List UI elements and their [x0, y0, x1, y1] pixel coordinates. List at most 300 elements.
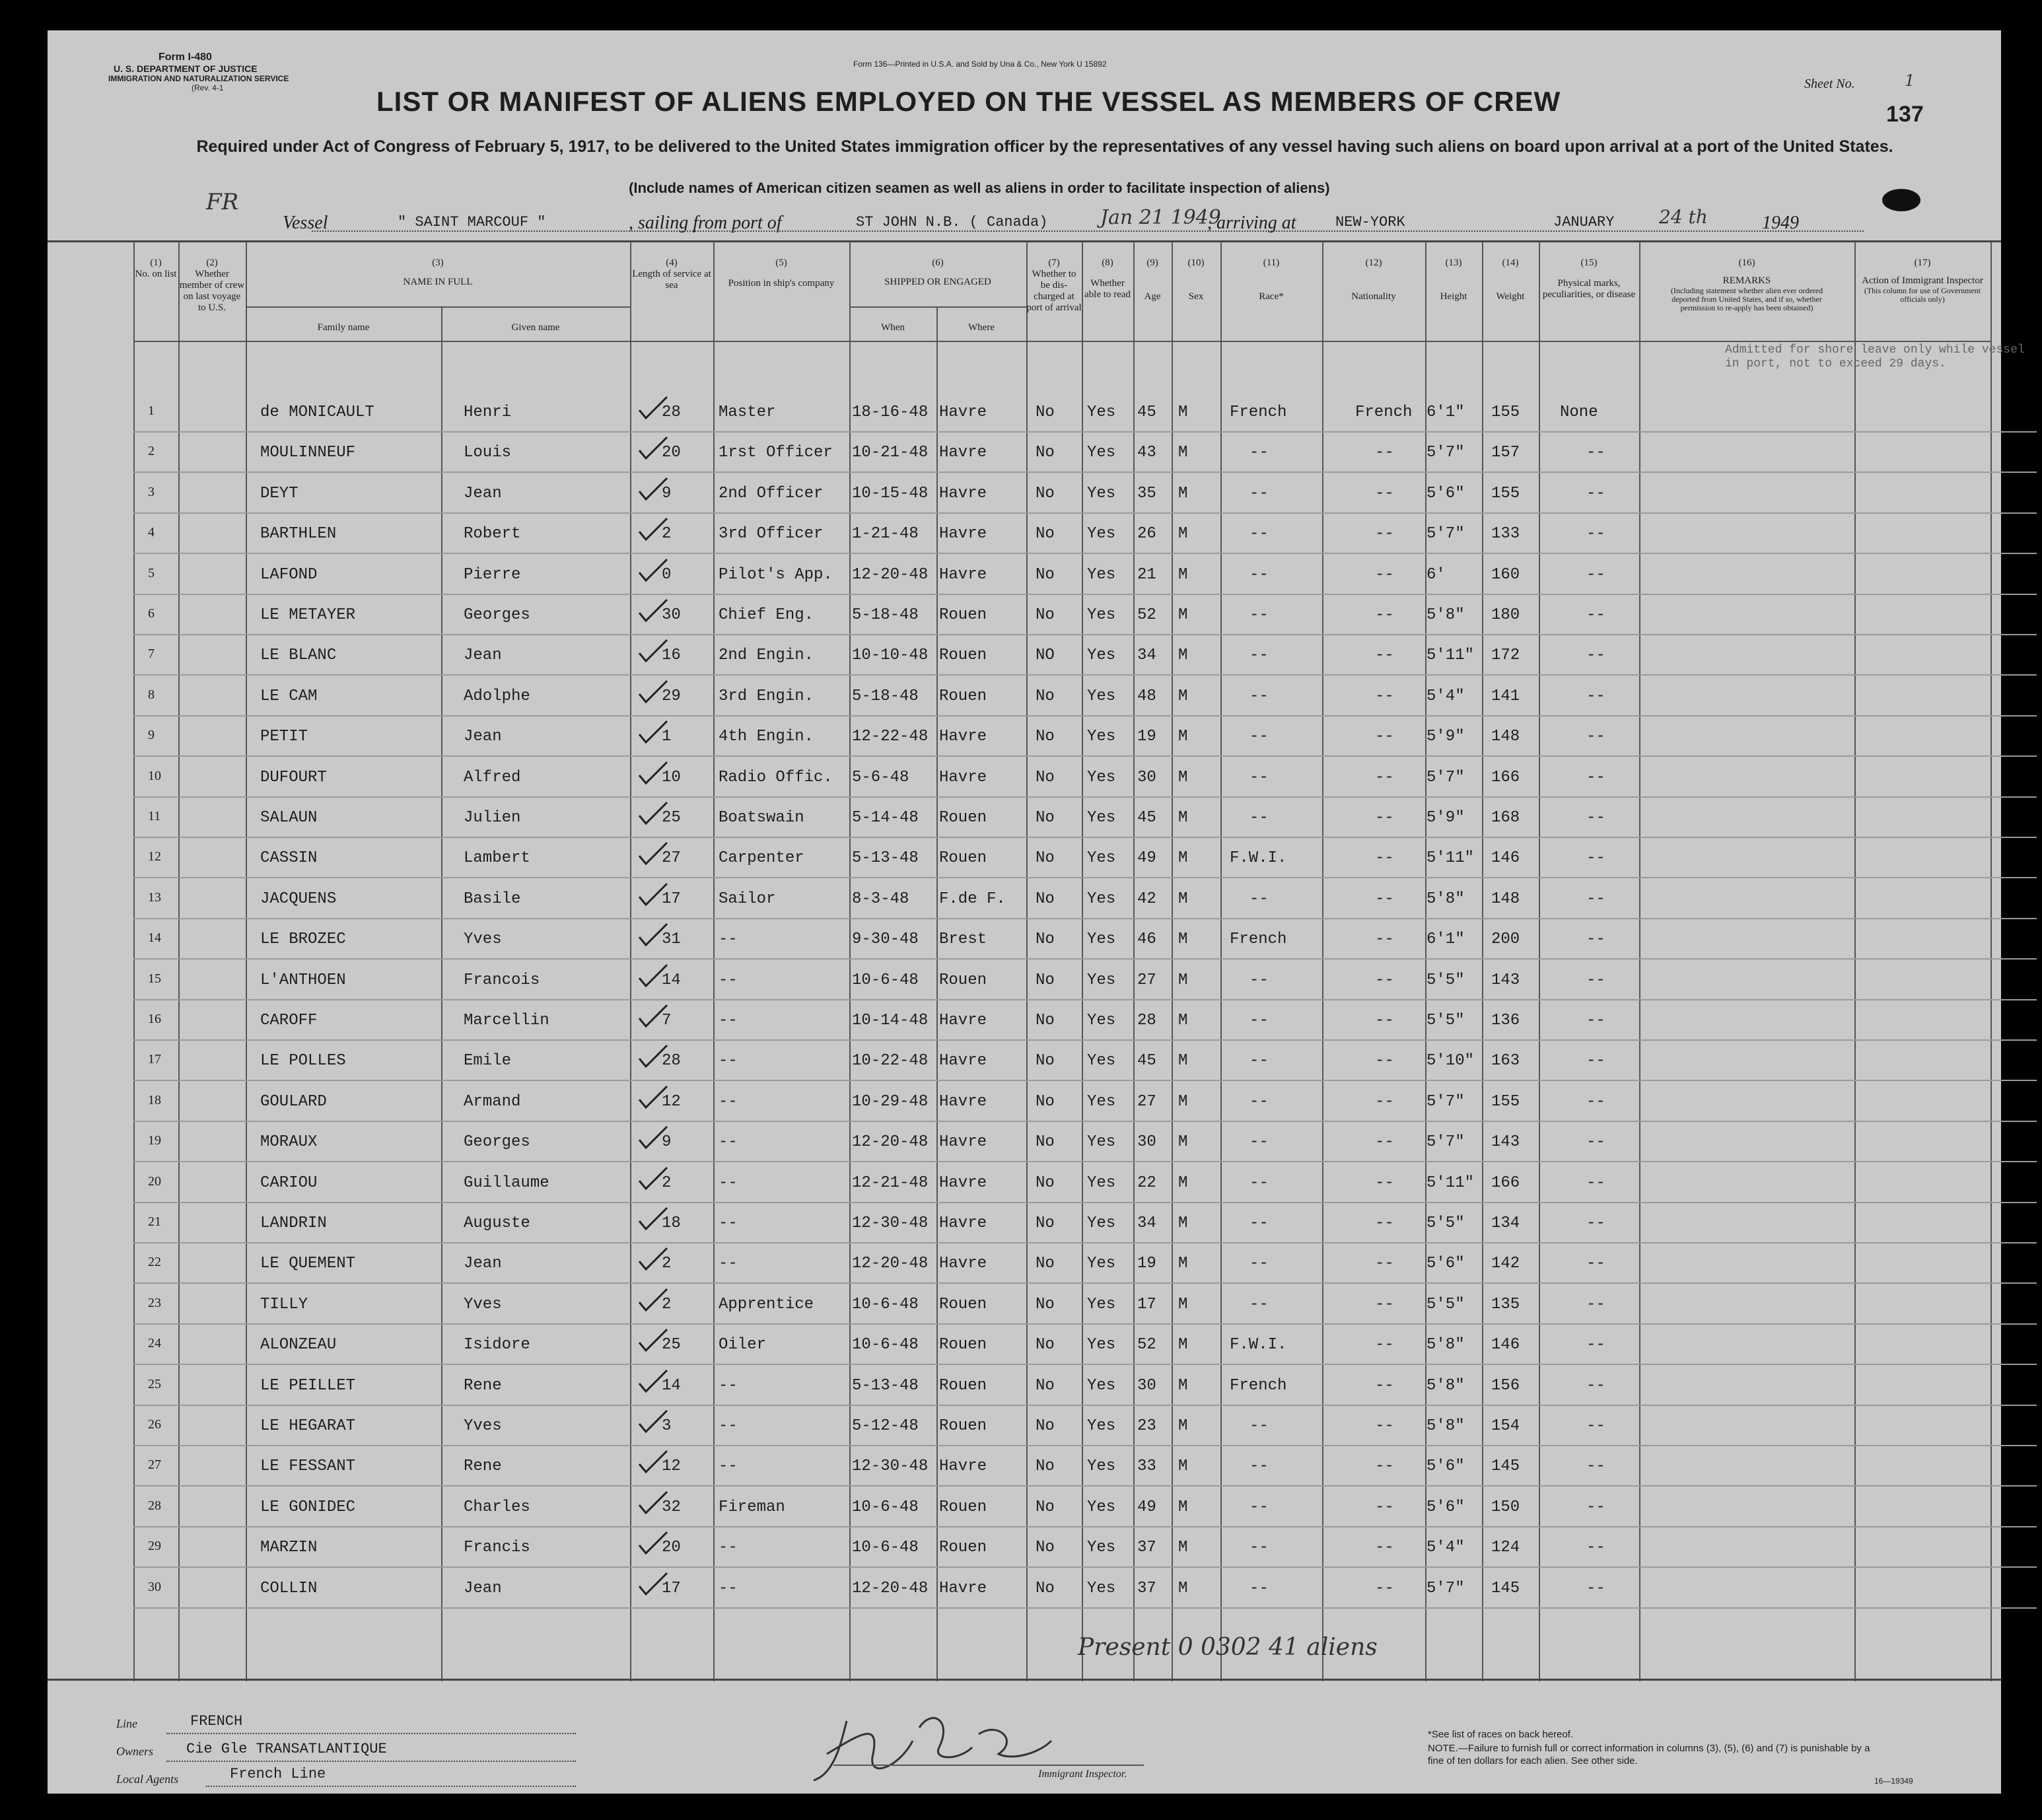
shipped-date: 9-30-48	[852, 930, 919, 949]
given-name: Robert	[464, 525, 521, 543]
height: 5'7"	[1426, 444, 1465, 462]
sex: M	[1178, 403, 1188, 421]
check-mark-icon	[637, 598, 670, 625]
column-rule	[133, 242, 135, 1681]
sex: M	[1178, 484, 1188, 503]
can-read: Yes	[1087, 1133, 1116, 1152]
physical-marks: --	[1586, 1376, 1605, 1395]
check-mark-icon	[637, 517, 670, 543]
shipped-port: Rouen	[939, 647, 987, 665]
check-mark-icon	[637, 1490, 670, 1517]
nationality: --	[1375, 809, 1394, 827]
discharged-flag: No	[1036, 1214, 1055, 1232]
sex: M	[1178, 890, 1188, 908]
weight: 143	[1491, 971, 1520, 989]
given-name: Louis	[464, 444, 512, 462]
position: --	[719, 1214, 738, 1232]
position: --	[719, 1579, 738, 1597]
form-revision: (Rev. 4-1	[192, 83, 224, 92]
can-read: Yes	[1087, 930, 1116, 949]
weight: 200	[1491, 930, 1520, 949]
check-mark-icon	[637, 1328, 670, 1354]
row-rule	[133, 674, 2037, 676]
sex: M	[1178, 565, 1188, 584]
col11-header: (11) Race*	[1259, 258, 1284, 302]
discharged-flag: No	[1036, 1376, 1055, 1395]
shipped-port: Havre	[939, 1214, 987, 1232]
weight: 156	[1491, 1376, 1520, 1395]
col9-header: (9) Age	[1144, 258, 1161, 302]
discharged-flag: No	[1036, 403, 1055, 421]
given-name: Jean	[464, 728, 502, 746]
given-name: Yves	[464, 1417, 502, 1435]
given-name: Francois	[464, 971, 540, 989]
race: --	[1250, 1173, 1269, 1192]
nationality: --	[1375, 606, 1394, 624]
nationality: --	[1375, 1133, 1394, 1152]
check-mark-icon	[637, 963, 670, 990]
age: 26	[1137, 525, 1156, 543]
shipped-port: Havre	[939, 1173, 987, 1192]
column-rule	[849, 242, 851, 1681]
shipped-port: Brest	[939, 930, 987, 949]
weight: 155	[1491, 484, 1520, 503]
row-rule	[133, 553, 2037, 554]
weight: 124	[1491, 1539, 1520, 1557]
physical-marks: --	[1586, 809, 1605, 827]
row-number: 26	[148, 1417, 161, 1432]
row-number: 6	[148, 606, 155, 621]
can-read: Yes	[1087, 1579, 1116, 1597]
row-rule	[133, 1242, 2037, 1243]
column-rule	[178, 242, 180, 1681]
shipped-port: Havre	[939, 1012, 987, 1030]
position: 3rd Officer	[719, 525, 824, 543]
discharged-flag: No	[1036, 809, 1055, 827]
row-number: 10	[148, 768, 161, 783]
row-number: 27	[148, 1457, 161, 1473]
arrival-year: 1949	[1762, 213, 1799, 233]
service-length: 2	[662, 1255, 672, 1273]
sex: M	[1178, 1214, 1188, 1232]
row-rule	[133, 918, 2037, 919]
discharged-flag: No	[1036, 1255, 1055, 1273]
check-mark-icon	[637, 1450, 670, 1476]
family-name: TILLY	[260, 1295, 308, 1313]
age: 17	[1137, 1295, 1156, 1313]
discharged-flag: No	[1036, 849, 1055, 868]
height: 5'7"	[1426, 768, 1465, 787]
physical-marks: --	[1586, 1417, 1605, 1435]
can-read: Yes	[1087, 1336, 1116, 1354]
shipped-port: Havre	[939, 1255, 987, 1273]
race: --	[1250, 565, 1269, 584]
race: French	[1230, 1376, 1287, 1395]
shipped-date: 10-14-48	[852, 1012, 929, 1030]
remarks-stamp: Admitted for shore leave only while vessel in port, not to exceed 29 days.	[1725, 343, 2025, 370]
discharged-flag: No	[1036, 768, 1055, 787]
physical-marks: --	[1586, 890, 1605, 908]
weight: 135	[1491, 1295, 1520, 1313]
column-rule	[936, 308, 938, 1681]
age: 46	[1137, 930, 1156, 949]
given-name: Alfred	[464, 768, 521, 787]
service-length: 1	[662, 728, 672, 746]
can-read: Yes	[1087, 647, 1116, 665]
shipped-port: Rouen	[939, 1376, 987, 1395]
sex: M	[1178, 525, 1188, 543]
check-mark-icon	[637, 720, 670, 746]
can-read: Yes	[1087, 525, 1116, 543]
age: 28	[1137, 1012, 1156, 1030]
age: 35	[1137, 484, 1156, 503]
row-number: 24	[148, 1336, 161, 1351]
col13-header: (13) Height	[1440, 258, 1467, 302]
shipped-port: Rouen	[939, 1295, 987, 1313]
position: --	[719, 1457, 738, 1476]
race: --	[1250, 525, 1269, 543]
row-number: 12	[148, 849, 161, 864]
service-length: 16	[662, 647, 681, 665]
row-rule	[133, 877, 2037, 878]
sex: M	[1178, 1092, 1188, 1111]
check-mark-icon	[637, 1125, 670, 1152]
department-name: U. S. DEPARTMENT OF JUSTICE	[114, 63, 258, 74]
race: F.W.I.	[1230, 849, 1287, 868]
nationality: --	[1375, 1539, 1394, 1557]
given-name: Francis	[464, 1539, 530, 1557]
check-mark-icon	[637, 1166, 670, 1193]
family-name: CAROFF	[260, 1012, 318, 1030]
sex: M	[1178, 849, 1188, 868]
height: 6'1"	[1426, 930, 1465, 949]
can-read: Yes	[1087, 1457, 1116, 1476]
agents-underline	[206, 1786, 576, 1787]
row-rule	[133, 837, 2037, 838]
can-read: Yes	[1087, 728, 1116, 746]
nationality: --	[1375, 525, 1394, 543]
family-name: CASSIN	[260, 849, 318, 868]
discharged-flag: No	[1036, 525, 1055, 543]
act-description: Required under Act of Congress of February 5, 1917, to be delivered to the United States immigration officer by the representatives of any vessel having such aliens on board upon arrival at a port of the United States.	[196, 137, 1893, 156]
service-length: 25	[662, 1336, 681, 1354]
col14-header: (14) Weight	[1496, 258, 1525, 302]
can-read: Yes	[1087, 403, 1116, 421]
departure-port: ST JOHN N.B. ( Canada)	[856, 214, 1048, 230]
row-rule	[133, 1161, 2037, 1162]
service-length: 20	[662, 444, 681, 462]
physical-marks: --	[1586, 1336, 1605, 1354]
line-value: FRENCH	[190, 1713, 243, 1730]
given-name: Basile	[464, 890, 521, 908]
nationality: --	[1375, 849, 1394, 868]
family-name: LE GONIDEC	[260, 1498, 356, 1516]
nationality: --	[1375, 1012, 1394, 1030]
given-name: Rene	[464, 1457, 502, 1476]
position: Radio Offic.	[719, 768, 833, 787]
position: 3rd Engin.	[719, 687, 814, 705]
physical-marks: --	[1586, 1133, 1605, 1152]
check-mark-icon	[637, 761, 670, 787]
family-name: ALONZEAU	[260, 1336, 337, 1354]
shipped-port: F.de F.	[939, 890, 1006, 908]
shipped-date: 10-6-48	[852, 1539, 919, 1557]
service-name: IMMIGRATION AND NATURALIZATION SERVICE	[108, 74, 289, 83]
age: 34	[1137, 1214, 1156, 1232]
shipped-port: Havre	[939, 403, 987, 421]
owners-value: Cie Gle TRANSATLANTIQUE	[186, 1741, 387, 1757]
shipped-port: Havre	[939, 444, 987, 462]
age: 45	[1137, 1052, 1156, 1070]
discharged-flag: No	[1036, 971, 1055, 989]
shipped-port: Rouen	[939, 971, 987, 989]
row-number: 14	[148, 930, 161, 946]
col8-header: (8) Whether able to read	[1084, 258, 1131, 300]
nationality: --	[1375, 728, 1394, 746]
can-read: Yes	[1087, 444, 1116, 462]
discharged-flag: No	[1036, 1417, 1055, 1435]
age: 43	[1137, 444, 1156, 462]
position: 2nd Engin.	[719, 647, 814, 665]
check-mark-icon	[637, 558, 670, 584]
row-rule	[133, 1121, 2037, 1122]
physical-marks: --	[1586, 1457, 1605, 1476]
row-rule	[133, 472, 2037, 473]
service-length: 27	[662, 849, 681, 868]
shipped-port: Havre	[939, 525, 987, 543]
given-name: Guillaume	[464, 1173, 549, 1192]
can-read: Yes	[1087, 484, 1116, 503]
family-name: LE BROZEC	[260, 930, 346, 949]
physical-marks: --	[1586, 687, 1605, 705]
given-name: Georges	[464, 606, 530, 624]
race: --	[1250, 1012, 1269, 1030]
race: --	[1250, 809, 1269, 827]
age: 22	[1137, 1173, 1156, 1192]
can-read: Yes	[1087, 971, 1116, 989]
row-rule	[133, 796, 2037, 798]
position: Master	[719, 403, 776, 421]
weight: 180	[1491, 606, 1520, 624]
physical-marks: --	[1586, 484, 1605, 503]
height: 6'1"	[1426, 403, 1465, 421]
nationality: --	[1375, 1498, 1394, 1516]
age: 19	[1137, 728, 1156, 746]
weight: 134	[1491, 1214, 1520, 1232]
height: 5'6"	[1426, 1255, 1465, 1273]
table-top-border	[48, 240, 2001, 242]
row-rule	[133, 1080, 2037, 1081]
given-name: Armand	[464, 1092, 521, 1111]
can-read: Yes	[1087, 1498, 1116, 1516]
physical-marks: None	[1560, 403, 1598, 421]
physical-marks: --	[1586, 1214, 1605, 1232]
sheet-number-value: 1	[1905, 71, 1915, 90]
inspector-signature-line	[833, 1765, 1144, 1766]
height: 5'9"	[1426, 728, 1465, 746]
col6b-header: Where	[968, 322, 995, 333]
can-read: Yes	[1087, 1376, 1116, 1395]
position: --	[719, 971, 738, 989]
race: --	[1250, 1092, 1269, 1111]
shipped-port: Rouen	[939, 809, 987, 827]
given-name: Jean	[464, 1579, 502, 1597]
shipped-port: Havre	[939, 484, 987, 503]
sex: M	[1178, 1012, 1188, 1030]
line-underline	[166, 1733, 576, 1734]
given-name: Henri	[464, 403, 512, 421]
height: 5'7"	[1426, 1579, 1465, 1597]
column-rule	[1082, 242, 1083, 1681]
row-rule	[133, 1039, 2037, 1041]
physical-marks: --	[1586, 1052, 1605, 1070]
row-rule	[133, 1323, 2037, 1325]
physical-marks: --	[1586, 444, 1605, 462]
given-name: Marcellin	[464, 1012, 549, 1030]
position: --	[719, 1092, 738, 1111]
age: 30	[1137, 1133, 1156, 1152]
shipped-port: Rouen	[939, 1498, 987, 1516]
race: --	[1250, 1457, 1269, 1476]
penalty-note: NOTE.—Failure to furnish full or correct information in columns (3), (5), (6) and (7) is punishable by a fine of ten dollars for each alien. See other side.	[1428, 1743, 1870, 1767]
check-mark-icon	[637, 1247, 670, 1273]
row-rule	[133, 1364, 2037, 1365]
shipped-port: Havre	[939, 1052, 987, 1070]
discharged-flag: NO	[1036, 647, 1055, 665]
nationality: --	[1375, 1255, 1394, 1273]
weight: 150	[1491, 1498, 1520, 1516]
row-number: 23	[148, 1295, 161, 1310]
nationality: French	[1355, 403, 1413, 421]
races-note: *See list of races on back hereof.	[1428, 1729, 1574, 1740]
row-rule	[133, 1607, 2037, 1609]
check-mark-icon	[637, 923, 670, 949]
age: 48	[1137, 687, 1156, 705]
shipped-port: Havre	[939, 1133, 987, 1152]
family-name: CARIOU	[260, 1173, 318, 1192]
given-name: Yves	[464, 930, 502, 949]
row-number: 4	[148, 525, 155, 540]
shipped-date: 10-6-48	[852, 971, 919, 989]
sex: M	[1178, 687, 1188, 705]
family-name: LE HEGARAT	[260, 1417, 356, 1435]
sex: M	[1178, 1173, 1188, 1192]
race: --	[1250, 890, 1269, 908]
handwritten-total: Present 0 0302 41 aliens	[1078, 1634, 1378, 1661]
discharged-flag: No	[1036, 565, 1055, 584]
given-name: Yves	[464, 1295, 502, 1313]
column-rule	[441, 308, 442, 1681]
race: --	[1250, 1295, 1269, 1313]
age: 23	[1137, 1417, 1156, 1435]
discharged-flag: No	[1036, 930, 1055, 949]
discharged-flag: No	[1036, 1173, 1055, 1192]
physical-marks: --	[1586, 606, 1605, 624]
discharged-flag: No	[1036, 444, 1055, 462]
col3b-header: Given name	[511, 322, 560, 333]
physical-marks: --	[1586, 930, 1605, 949]
shipped-port: Havre	[939, 1092, 987, 1111]
physical-marks: --	[1586, 971, 1605, 989]
shipped-date: 12-30-48	[852, 1457, 929, 1476]
arriving-label: , arriving at	[1207, 213, 1296, 233]
height: 5'8"	[1426, 1336, 1465, 1354]
col2-header: (2) Whether member of crew on last voyage to U.S.	[179, 258, 245, 313]
arrival-day: 24 th	[1659, 206, 1708, 228]
check-mark-icon	[637, 1572, 670, 1598]
family-name: MORAUX	[260, 1133, 318, 1152]
height: 5'6"	[1426, 1457, 1465, 1476]
family-name: LE METAYER	[260, 606, 356, 624]
shipped-port: Rouen	[939, 1336, 987, 1354]
discharged-flag: No	[1036, 606, 1055, 624]
row-number: 2	[148, 444, 155, 459]
row-number: 21	[148, 1214, 161, 1229]
can-read: Yes	[1087, 1295, 1116, 1313]
service-length: 28	[662, 1052, 681, 1070]
shipped-port: Havre	[939, 1457, 987, 1476]
row-rule	[133, 1526, 2037, 1527]
column-rule	[1026, 242, 1028, 1681]
height: 5'5"	[1426, 971, 1465, 989]
inclusion-note: (Include names of American citizen seamen as well as aliens in order to facilitate inspection of aliens)	[629, 180, 1330, 196]
position: Fireman	[719, 1498, 785, 1516]
weight: 155	[1491, 1092, 1520, 1111]
weight: 148	[1491, 728, 1520, 746]
row-number: 7	[148, 647, 155, 662]
family-name: LAFOND	[260, 565, 318, 584]
nationality: --	[1375, 647, 1394, 665]
height: 5'4"	[1426, 1539, 1465, 1557]
discharged-flag: No	[1036, 1539, 1055, 1557]
can-read: Yes	[1087, 809, 1116, 827]
check-mark-icon	[637, 882, 670, 909]
sex: M	[1178, 1052, 1188, 1070]
age: 27	[1137, 1092, 1156, 1111]
can-read: Yes	[1087, 1173, 1116, 1192]
column-rule	[713, 242, 715, 1681]
position: Oiler	[719, 1336, 767, 1354]
weight: 160	[1491, 565, 1520, 584]
nationality: --	[1375, 1295, 1394, 1313]
nationality: --	[1375, 444, 1394, 462]
height: 5'4"	[1426, 687, 1465, 705]
row-rule	[133, 999, 2037, 1000]
given-name: Jean	[464, 647, 502, 665]
weight: 143	[1491, 1133, 1520, 1152]
age: 52	[1137, 1336, 1156, 1354]
page-title: LIST OR MANIFEST OF ALIENS EMPLOYED ON THE VESSEL AS MEMBERS OF CREW	[376, 86, 1561, 117]
column-rule	[1990, 242, 1992, 1681]
line-label: Line	[116, 1717, 138, 1730]
age: 45	[1137, 403, 1156, 421]
sex: M	[1178, 1376, 1188, 1395]
sex: M	[1178, 1295, 1188, 1313]
shipped-date: 10-15-48	[852, 484, 929, 503]
discharged-flag: No	[1036, 1295, 1055, 1313]
height: 5'5"	[1426, 1295, 1465, 1313]
row-rule	[133, 1282, 2037, 1284]
nationality: --	[1375, 1173, 1394, 1192]
nationality: --	[1375, 565, 1394, 584]
shipped-port: Havre	[939, 565, 987, 584]
family-name: BARTHLEN	[260, 525, 337, 543]
row-rule	[133, 594, 2037, 595]
position: 2nd Officer	[719, 484, 824, 503]
shipped-port: Rouen	[939, 1417, 987, 1435]
weight: 133	[1491, 525, 1520, 543]
age: 49	[1137, 849, 1156, 868]
